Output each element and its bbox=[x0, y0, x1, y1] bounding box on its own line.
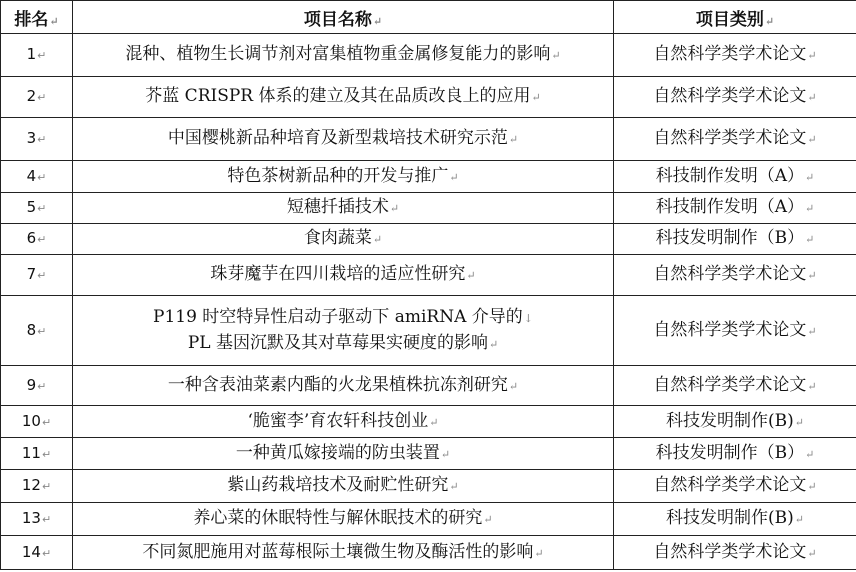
table-row bbox=[1, 503, 856, 536]
rank-cell: 11↵ bbox=[1, 438, 73, 470]
rank-cell: 5↵ bbox=[1, 193, 73, 224]
table-row bbox=[1, 406, 856, 438]
project-type-cell: 科技制作发明（A）↵ bbox=[614, 161, 856, 193]
rank-cell: 1↵ bbox=[1, 34, 73, 77]
project-name-cell: 养心菜的休眠特性与解休眠技术的研究↵ bbox=[73, 503, 614, 536]
header-type: 项目类别↵ bbox=[614, 1, 856, 34]
header-row bbox=[1, 1, 856, 34]
project-name-cell: ‘脆蜜李’育农轩科技创业↵ bbox=[73, 406, 614, 438]
table-row bbox=[1, 34, 856, 77]
rank-cell: 6↵ bbox=[1, 224, 73, 255]
project-name-line-2: PL 基因沉默及其对草莓果实硬度的影响↵ bbox=[187, 332, 499, 353]
table-row bbox=[1, 161, 856, 193]
project-name-cell: 特色茶树新品种的开发与推广↵ bbox=[73, 161, 614, 193]
project-name-cell: 紫山药栽培技术及耐贮性研究↵ bbox=[73, 470, 614, 503]
table-row bbox=[1, 366, 856, 406]
project-name-cell: 一种黄瓜嫁接端的防虫装置↵ bbox=[73, 438, 614, 470]
project-type-cell: 科技发明制作（B）↵ bbox=[614, 224, 856, 255]
rank-cell: 4↵ bbox=[1, 161, 73, 193]
table-row bbox=[1, 193, 856, 224]
project-type-cell: 科技发明制作(B)↵ bbox=[614, 406, 856, 438]
header-name: 项目名称↵ bbox=[73, 1, 614, 34]
project-name-cell: 芥蓝 CRISPR 体系的建立及其在品质改良上的应用↵ bbox=[73, 77, 614, 118]
project-type-cell: 自然科学类学术论文↵ bbox=[614, 296, 856, 366]
project-name-cell: 不同氮肥施用对蓝莓根际土壤微生物及酶活性的影响↵ bbox=[73, 536, 614, 570]
rank-cell: 12↵ bbox=[1, 470, 73, 503]
project-type-cell: 科技发明制作(B)↵ bbox=[614, 503, 856, 536]
project-name-cell: 珠芽魔芋在四川栽培的适应性研究↵ bbox=[73, 255, 614, 296]
project-name-cell: 短穗扦插技术↵ bbox=[73, 193, 614, 224]
project-type-cell: 自然科学类学术论文↵ bbox=[614, 118, 856, 161]
table-row bbox=[1, 118, 856, 161]
header-rank: 排名↵ bbox=[1, 1, 73, 34]
table-row bbox=[1, 536, 856, 570]
rank-cell: 2↵ bbox=[1, 77, 73, 118]
table-row bbox=[1, 470, 856, 503]
project-name-cell: 混种、植物生长调节剂对富集植物重金属修复能力的影响↵ bbox=[73, 34, 614, 77]
rank-cell: 14↵ bbox=[1, 536, 73, 570]
rank-cell: 9↵ bbox=[1, 366, 73, 406]
project-name-line-1: P119 时空特异性启动子驱动下 amiRNA 介导的↓ bbox=[153, 306, 533, 327]
project-type-cell: 自然科学类学术论文↵ bbox=[614, 470, 856, 503]
rank-cell: 10↵ bbox=[1, 406, 73, 438]
rank-cell: 3↵ bbox=[1, 118, 73, 161]
project-name-cell bbox=[73, 296, 614, 366]
project-type-cell: 自然科学类学术论文↵ bbox=[614, 34, 856, 77]
project-type-cell: 自然科学类学术论文↵ bbox=[614, 77, 856, 118]
project-type-cell: 自然科学类学术论文↵ bbox=[614, 536, 856, 570]
project-name-cell: 中国樱桃新品种培育及新型栽培技术研究示范↵ bbox=[73, 118, 614, 161]
rank-cell: 8↵ bbox=[1, 296, 73, 366]
table-row bbox=[1, 224, 856, 255]
table-row bbox=[1, 77, 856, 118]
table-row bbox=[1, 296, 856, 366]
table-row bbox=[1, 438, 856, 470]
rank-cell: 13↵ bbox=[1, 503, 73, 536]
rank-cell: 7↵ bbox=[1, 255, 73, 296]
project-type-cell: 自然科学类学术论文↵ bbox=[614, 366, 856, 406]
project-name-cell: 食肉蔬菜↵ bbox=[73, 224, 614, 255]
project-type-cell: 科技发明制作（B）↵ bbox=[614, 438, 856, 470]
project-type-cell: 科技制作发明（A）↵ bbox=[614, 193, 856, 224]
project-type-cell: 自然科学类学术论文↵ bbox=[614, 255, 856, 296]
table-row bbox=[1, 255, 856, 296]
project-name-cell: 一种含表油菜素内酯的火龙果植株抗冻剂研究↵ bbox=[73, 366, 614, 406]
